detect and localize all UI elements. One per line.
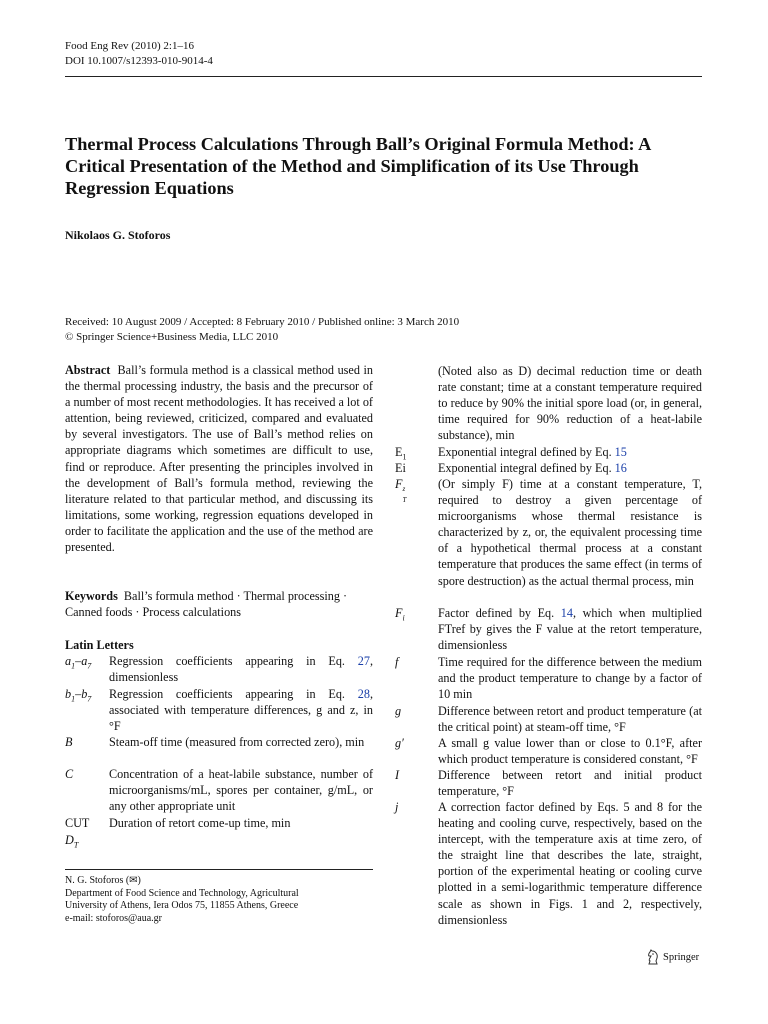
eq-link-27[interactable]: 27 xyxy=(357,654,370,668)
sym-B: B xyxy=(65,735,73,749)
def-f: Time required for the difference between the medium and the product temperature to change by a factor of 10 min xyxy=(438,655,702,702)
sym-I: I xyxy=(395,768,400,782)
sym-g-prime: g′ xyxy=(395,736,404,750)
def-C: Concentration of a heat-labile substance, number of microorganisms/mL, spores per container, g/mL, or any other appropriate unit xyxy=(109,767,373,814)
def-g-prime: A small g value lower than or close to 0.1°F, after which product temperature is considered constant, °F xyxy=(438,736,702,767)
article-author: Nikolaos G. Stoforos xyxy=(65,228,171,242)
keywords-text: Ball’s formula method · Thermal processing · Canned foods · Process calculations xyxy=(65,589,348,620)
journal-citation: Food Eng Rev (2010) 2:1–16 xyxy=(65,40,194,52)
correspondence-block xyxy=(65,875,373,925)
eq-link-28[interactable]: 28 xyxy=(357,687,370,701)
def-text: Regression coefficients appearing in Eq. xyxy=(109,687,345,701)
article-copyright: © Springer Science+Business Media, LLC 2010 xyxy=(65,331,279,343)
sym-C: C xyxy=(65,767,74,781)
article-title: Thermal Process Calculations Through Ball’s Original Formula Method: A Critical Presentation of the Method and Simplification of its Use Through Regression Equations xyxy=(65,134,651,198)
sym-Ei: Ei xyxy=(395,461,406,475)
sym-Fi: $F_i$ xyxy=(395,606,405,623)
corr-name: N. G. Stoforos (✉) xyxy=(65,875,141,886)
def-b1-b7 xyxy=(109,686,373,734)
def-text: Regression coefficients appearing in Eq. xyxy=(109,654,345,668)
def-B: Steam-off time (measured from corrected zero), min xyxy=(109,735,365,749)
sym-DT: $D_T$ xyxy=(65,833,79,850)
def-text: Factor defined by Eq. xyxy=(438,606,555,620)
def-text-post: , dimensionless xyxy=(109,654,373,685)
corr-email[interactable]: e-mail: stoforos@aua.gr xyxy=(65,912,162,924)
def-text: Exponential integral defined by Eq. xyxy=(438,461,612,475)
sym-a1-a7: $a_1-a_7$ xyxy=(65,654,92,671)
header-rule xyxy=(65,76,702,77)
eq-link-16[interactable]: 16 xyxy=(614,461,627,475)
sym-CUT: CUT xyxy=(65,816,90,830)
def-I: Difference between retort and initial product temperature, °F xyxy=(438,768,702,799)
footnote-rule xyxy=(65,869,373,870)
keywords-block xyxy=(65,588,373,620)
article-dates: Received: 10 August 2009 / Accepted: 8 February 2010 / Published online: 3 March 2010 xyxy=(65,316,460,328)
sym-f: f xyxy=(395,655,399,669)
def-text: Exponential integral defined by Eq. xyxy=(438,445,612,459)
def-E1 xyxy=(438,444,702,460)
eq-link-15[interactable]: 15 xyxy=(614,445,627,459)
sym-E1: $E_1$ xyxy=(395,445,407,462)
abstract-block xyxy=(65,362,373,555)
def-CUT: Duration of retort come-up time, min xyxy=(109,816,291,830)
sym-b1-b7: $b_1-b_7$ xyxy=(65,687,92,704)
def-Fi xyxy=(438,605,702,653)
def-g: Difference between retort and product temperature (at the critical point) at steam-off time, °F xyxy=(438,704,702,735)
eq-link-14[interactable]: 14 xyxy=(560,606,573,620)
def-FzT: (Or simply F) time at a constant temperature, T, required to destroy a given percentage of microorganisms whose thermal resistance is characterized by z, or, the equivalent processing time of a hypothetical thermal process at a constant temperature that produces the same effect (in terms of spore destruction) as the actual thermal process, min xyxy=(438,477,702,588)
def-text-post: , associated with temperature differences, g and z, in °F xyxy=(109,687,373,734)
sym-FzT: F z T xyxy=(395,477,407,504)
abstract-label: Abstract xyxy=(65,363,111,377)
publisher-name: Springer xyxy=(663,951,700,963)
def-Ei xyxy=(438,460,702,476)
def-DT-continued: (Noted also as D) decimal reduction time or death rate constant; time at a constant temperature required to reduce by 90% the initial spore load (or, in general, time required for 90% reduction of a heat-labile substance), min xyxy=(438,364,702,443)
sym-j: j xyxy=(395,800,399,814)
sym-g: g xyxy=(395,704,402,718)
def-text-post: , which when multiplied FTref by gives the F value at the retort temperature, dimensionless xyxy=(438,606,703,653)
corr-address: University of Athens, Iera Odos 75, 11855 Athens, Greece xyxy=(65,900,299,912)
springer-logo xyxy=(646,949,699,965)
def-a1-a7 xyxy=(109,653,373,685)
keywords-label: Keywords xyxy=(65,589,118,603)
abstract-text: Ball’s formula method is a classical method used in the thermal processing industry, the basis and the precursor of a number of most recent methodologies. It has received a lot of attention, being reviewed, criticized, compared and evaluated by several investigators. The use of Ball’s method relies on appropriate diagrams which sometimes are difficult to use, find or reproduce. After presenting the principles involved in the development of Ball’s formula method, reviewing the literature related to that particular method, and discussing its limitations, some working, regression equations developed in order to facilitate the application and the use of the method are presented. xyxy=(65,363,373,555)
journal-doi[interactable]: DOI 10.1007/s12393-010-9014-4 xyxy=(65,55,213,67)
corr-dept: Department of Food Science and Technology, Agricultural xyxy=(65,887,299,899)
def-j: A correction factor defined by Eqs. 5 and 8 for the heating and cooling curve, respectively, based on the intercept, with the temperature axis at time zero, of the straight line that describes the late, straight, portion of the experimental heating or cooling curve plotted in a semi-logarithmic temperature difference scale as shown in Figs. 1 and 2, respectively, dimensionless xyxy=(438,800,702,927)
springer-knight-icon xyxy=(646,949,660,965)
latin-letters-heading: Latin Letters xyxy=(65,638,134,652)
